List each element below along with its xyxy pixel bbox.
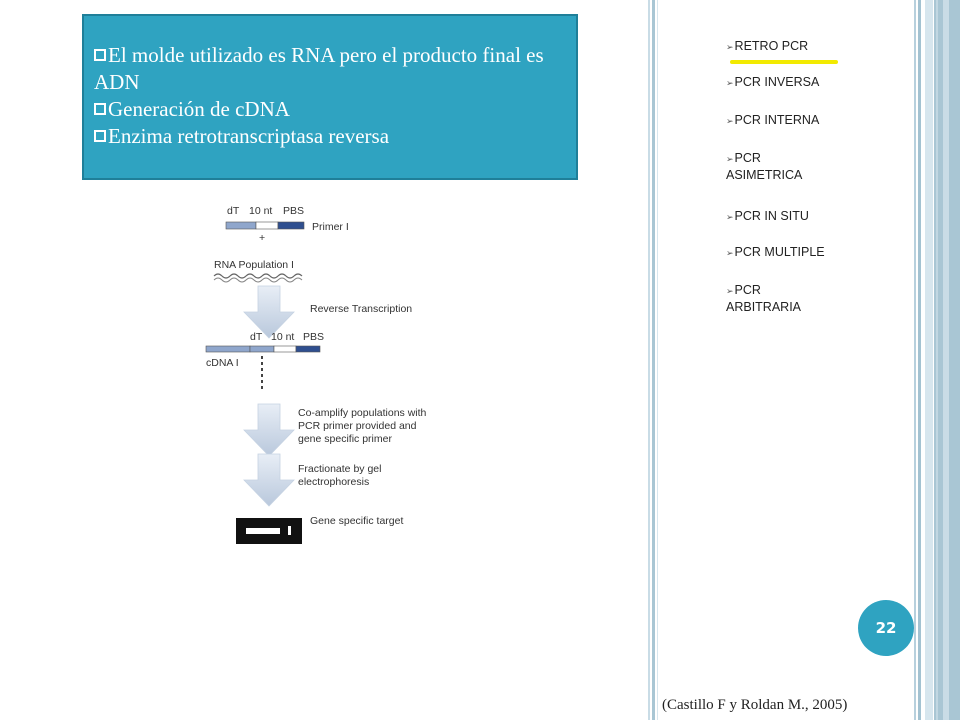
cdna-dt-label: dT xyxy=(250,331,263,343)
page-number-badge xyxy=(858,600,914,656)
arrow-bullet-icon: ➢ xyxy=(726,248,734,258)
arrow-bullet-icon: ➢ xyxy=(726,78,734,88)
citation: (Castillo F y Roldan M., 2005) xyxy=(662,697,848,713)
nav-item-pcr-arbitraria[interactable]: ➢PCR ARBITRARIA xyxy=(726,283,802,314)
title-box xyxy=(82,14,578,180)
cdna-label: cDNA I xyxy=(206,357,239,369)
active-highlight xyxy=(730,60,838,64)
nav-item-pcr-interna[interactable]: ➢PCR INTERNA xyxy=(726,113,820,127)
decorative-stripe xyxy=(936,0,938,720)
step2-line: Co-amplify populations with xyxy=(298,407,427,419)
decorative-stripe xyxy=(914,0,916,720)
arrow-bullet-icon: ➢ xyxy=(726,116,734,126)
bullet-item: Generación de cDNA xyxy=(94,96,566,123)
decorative-stripe xyxy=(925,0,933,720)
cdna-nt-label: 10 nt xyxy=(271,331,295,343)
bullet-item: El molde utilizado es RNA pero el producto final es ADN xyxy=(94,43,544,94)
rt-pcr-diagram xyxy=(200,200,470,552)
checkbox-bullet-icon xyxy=(94,103,106,115)
rna-wave-line xyxy=(214,274,302,278)
primer-pbs-label: PBS xyxy=(283,205,305,217)
primer-dt-label: dT xyxy=(227,205,240,217)
step3-line: electrophoresis xyxy=(298,476,370,488)
arrow-bullet-icon: ➢ xyxy=(726,212,734,222)
cdna-dt-segment xyxy=(250,346,274,352)
cdna-nt-segment xyxy=(274,346,296,352)
decorative-stripe xyxy=(918,0,921,720)
arrow-bullet-icon: ➢ xyxy=(726,286,734,296)
nav-item-pcr-asimetrica[interactable]: ➢PCR ASIMETRICA xyxy=(726,151,803,182)
nav-item-pcr-in-situ[interactable]: ➢PCR IN SITU xyxy=(726,209,809,223)
decorative-stripe xyxy=(652,0,655,720)
nav-item-retro-pcr[interactable]: ➢RETRO PCR xyxy=(726,38,876,55)
checkbox-bullet-icon xyxy=(94,49,106,61)
rna-population-label: RNA Population I xyxy=(214,259,294,271)
decorative-stripe xyxy=(657,0,658,720)
nav-item-pcr-multiple[interactable]: ➢PCR MULTIPLE xyxy=(726,245,825,259)
decorative-stripe xyxy=(943,0,949,720)
primer-pbs-segment xyxy=(278,222,304,229)
cdna-strand-segment xyxy=(206,346,250,352)
gene-target-label: Gene specific target xyxy=(310,515,404,527)
arrow-bullet-icon: ➢ xyxy=(726,42,734,52)
cdna-pbs-label: PBS xyxy=(303,331,325,343)
step3-line: Fractionate by gel xyxy=(298,463,382,475)
bullet-item: Enzima retrotranscriptasa reversa xyxy=(94,123,566,150)
step2-line: gene specific primer xyxy=(298,433,392,445)
gel-marker xyxy=(288,526,291,535)
decorative-stripe xyxy=(648,0,650,720)
gel-band xyxy=(246,528,280,534)
plus-sign: + xyxy=(259,232,266,244)
process-arrow-icon xyxy=(244,454,294,506)
reverse-transcription-label: Reverse Transcription xyxy=(310,303,413,315)
process-arrow-icon xyxy=(244,404,294,456)
primer-dt-segment xyxy=(226,222,256,229)
arrow-bullet-icon: ➢ xyxy=(726,154,734,164)
cdna-pbs-segment xyxy=(296,346,320,352)
checkbox-bullet-icon xyxy=(94,130,106,142)
nav-item-pcr-inversa[interactable]: ➢PCR INVERSA xyxy=(726,75,820,89)
primer-nt-label: 10 nt xyxy=(249,205,273,217)
primer-nt-segment xyxy=(256,222,278,229)
primer-label: Primer I xyxy=(312,221,349,233)
page-number: 22 xyxy=(875,619,897,637)
step2-line: PCR primer provided and xyxy=(298,420,417,432)
